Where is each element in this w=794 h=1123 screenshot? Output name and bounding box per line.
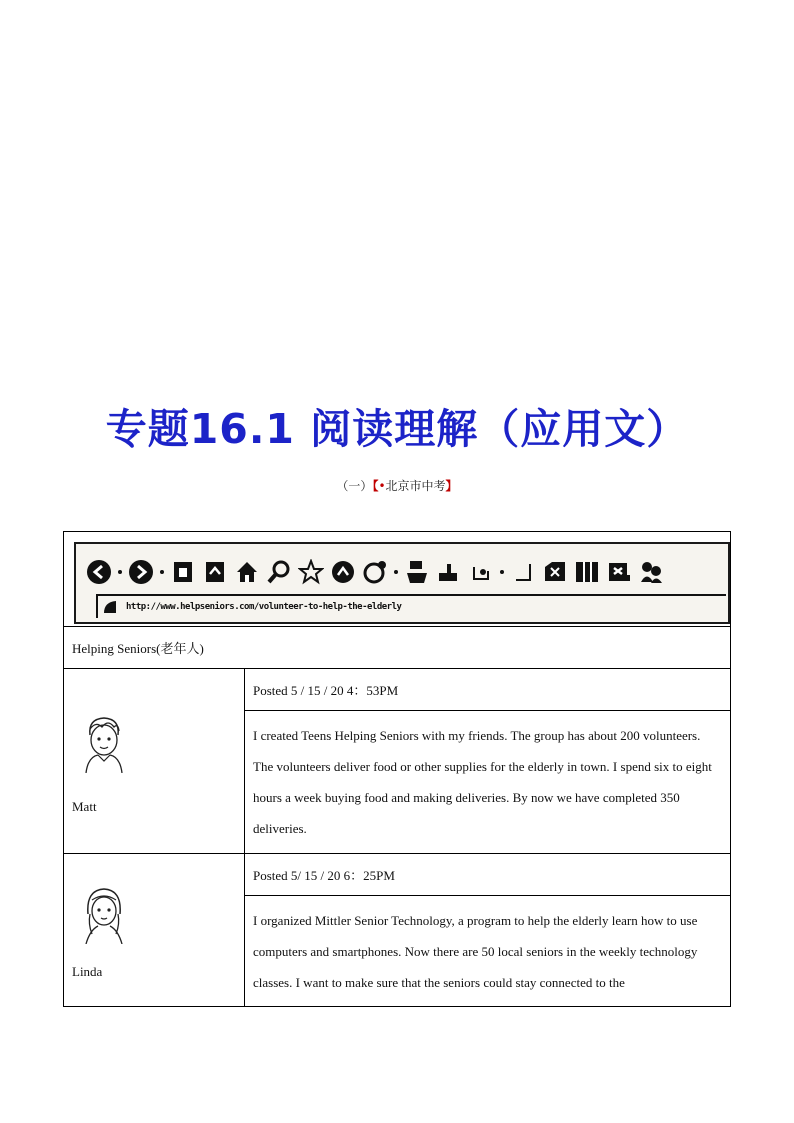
post-time: Posted 5 / 15 / 20 4：53PM <box>245 669 731 711</box>
address-bar[interactable] <box>96 594 726 618</box>
forward-icon[interactable] <box>128 559 154 585</box>
browser-toolbar <box>74 542 730 624</box>
section-number: （一） <box>336 479 373 493</box>
source-label: 北京市中考 <box>385 479 446 493</box>
grid-icon[interactable] <box>574 559 600 585</box>
post-time: Posted 5/ 15 / 20 6：25PM <box>245 854 731 896</box>
source-dot: • <box>378 479 386 493</box>
user-cell-matt <box>64 669 245 854</box>
separator-dot <box>118 570 122 574</box>
post-body: I organized Mittler Senior Technology, a program to help the elderly learn how to use computers and smartphones. Now there are 50 local seniors in the weekly technology classes. I want to make sure that the seniors could stay connected to the <box>245 896 731 1007</box>
avatar-linda <box>78 884 130 944</box>
compass-icon[interactable] <box>362 559 388 585</box>
section-label <box>0 477 794 494</box>
edit-icon[interactable] <box>468 559 494 585</box>
print-icon[interactable] <box>404 559 430 585</box>
copy-page-icon[interactable] <box>202 559 228 585</box>
toolbar-icons <box>86 556 720 588</box>
star-icon[interactable] <box>298 559 324 585</box>
search-icon[interactable] <box>266 559 292 585</box>
home-icon[interactable] <box>234 559 260 585</box>
address-text: http://www.helpseniors.com/volunteer-to-help-the-elderly <box>126 602 402 612</box>
forum-heading <box>64 627 731 669</box>
bracket-open: 【 <box>372 479 379 493</box>
separator-dot <box>394 570 398 574</box>
forum-table <box>63 531 731 1007</box>
separator-dot <box>500 570 504 574</box>
username-linda: Linda <box>72 964 103 979</box>
tools-icon[interactable] <box>542 559 568 585</box>
history-icon[interactable] <box>330 559 356 585</box>
post-body: I created Teens Helping Seniors with my friends. The group has about 200 volunteers. The volunteers deliver food or other supplies for the elderly in town. I spend six to eight hours a week buying food and making deliveries. By now we have completed 350 deliveries. <box>245 711 731 854</box>
back-icon[interactable] <box>86 559 112 585</box>
avatar-matt <box>78 713 130 773</box>
bracket-close: 】 <box>445 479 458 493</box>
separator-dot <box>160 570 164 574</box>
browser-screenshot <box>64 532 731 627</box>
note-icon[interactable] <box>510 559 536 585</box>
page-title: 专题16.1 阅读理解（应用文） <box>105 405 689 453</box>
mail-icon[interactable] <box>436 559 462 585</box>
people-icon[interactable] <box>638 559 664 585</box>
film-icon[interactable] <box>606 559 632 585</box>
page-icon[interactable] <box>170 559 196 585</box>
user-cell-linda <box>64 854 245 1007</box>
forum-heading-text: Helping Seniors(老年人) <box>72 641 204 656</box>
username-matt: Matt <box>72 799 97 814</box>
site-icon <box>102 599 118 615</box>
